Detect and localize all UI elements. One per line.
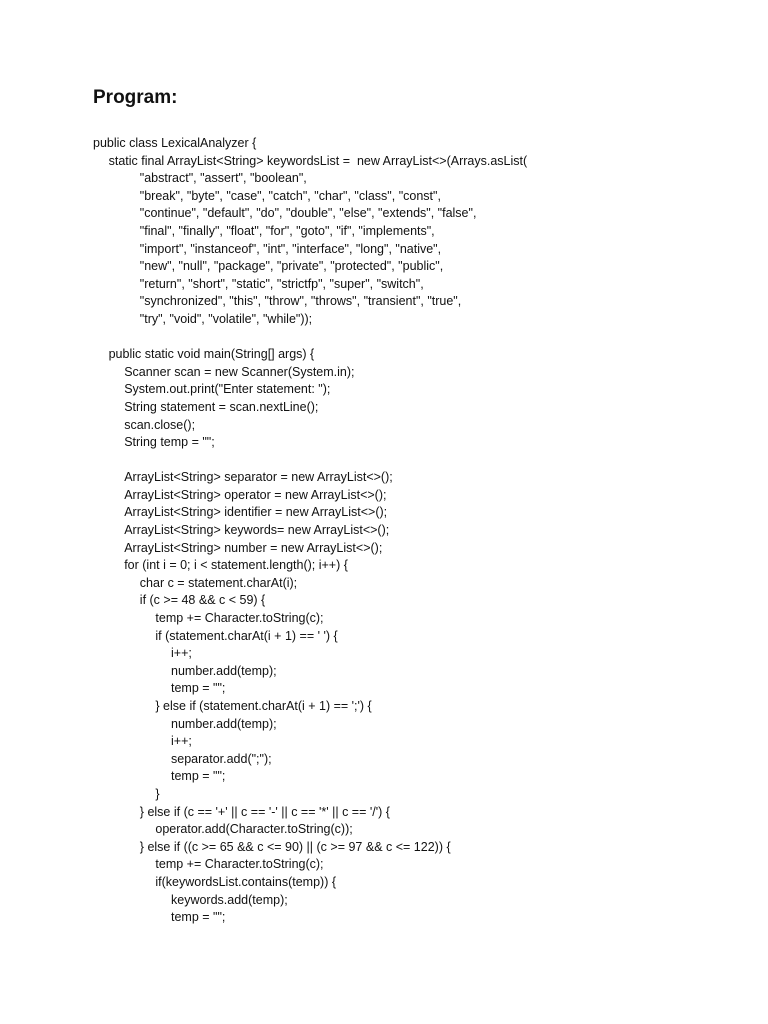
code-line: ArrayList<String> separator = new ArrayList<>();	[124, 470, 393, 485]
code-line: "final", "finally", "float", "for", "goto", "if", "implements",	[139, 223, 435, 238]
code-line: "return", "short", "static", "strictfp", "super", "switch",	[139, 276, 424, 291]
code-line: temp += Character.toString(c);	[155, 857, 324, 872]
code-line: i++;	[171, 646, 192, 661]
code-line: public class LexicalAnalyzer {	[93, 136, 257, 150]
code-line: "import", "instanceof", "int", "interface", "long", "native",	[139, 241, 442, 256]
code-line: ArrayList<String> identifier = new ArrayList<>();	[124, 505, 388, 520]
code-line: for (int i = 0; i < statement.length(); i++) {	[124, 558, 348, 573]
code-line: temp += Character.toString(c);	[155, 611, 324, 626]
code-line	[93, 329, 527, 347]
code-block	[93, 135, 527, 927]
code-line: "break", "byte", "case", "catch", "char", "class", "const",	[139, 188, 441, 203]
code-line: scan.close();	[124, 417, 196, 432]
code-line: ArrayList<String> operator = new ArrayList<>();	[124, 487, 387, 502]
code-line: keywords.add(temp);	[171, 892, 288, 907]
code-line: String temp = "";	[124, 435, 215, 450]
code-line: temp = "";	[171, 681, 226, 696]
code-line: }	[155, 786, 160, 801]
code-line: temp = "";	[171, 769, 226, 784]
code-line: operator.add(Character.toString(c));	[155, 822, 353, 837]
code-line: public static void main(String[] args) {	[108, 347, 315, 362]
code-line: if(keywordsList.contains(temp)) {	[155, 874, 337, 889]
code-line: ArrayList<String> number = new ArrayList<>();	[124, 540, 383, 555]
code-line: number.add(temp);	[171, 663, 277, 678]
code-line: } else if (statement.charAt(i + 1) == ';') {	[155, 699, 372, 713]
code-line: ArrayList<String> keywords= new ArrayList<>();	[124, 523, 390, 538]
code-line: i++;	[171, 734, 192, 749]
code-line: "abstract", "assert", "boolean",	[139, 171, 307, 186]
page-title: Program:	[93, 87, 178, 108]
code-line: number.add(temp);	[171, 716, 277, 731]
code-line: "new", "null", "package", "private", "protected", "public",	[139, 259, 444, 274]
code-line: separator.add(";");	[171, 751, 272, 766]
code-line: } else if ((c >= 65 && c <= 90) || (c >= 97 && c <= 122)) {	[139, 839, 451, 854]
code-line: String statement = scan.nextLine();	[124, 399, 319, 414]
code-line: Scanner scan = new Scanner(System.in);	[124, 364, 355, 379]
code-line: temp = "";	[171, 910, 226, 925]
code-line	[93, 452, 527, 470]
code-line: static final ArrayList<String> keywordsList = new ArrayList<>(Arrays.asList(	[108, 153, 528, 168]
code-line: char c = statement.charAt(i);	[139, 575, 298, 590]
code-line: "try", "void", "volatile", "while"));	[139, 311, 313, 326]
code-line: } else if (c == '+' || c == '-' || c == '*' || c == '/') {	[139, 804, 390, 819]
code-line: "synchronized", "this", "throw", "throws", "transient", "true",	[139, 294, 462, 309]
code-line: System.out.print("Enter statement: ");	[124, 382, 331, 397]
code-line: if (statement.charAt(i + 1) == ' ') {	[155, 628, 338, 643]
code-line: if (c >= 48 && c < 59) {	[139, 593, 266, 608]
code-line: "continue", "default", "do", "double", "else", "extends", "false",	[139, 206, 477, 221]
